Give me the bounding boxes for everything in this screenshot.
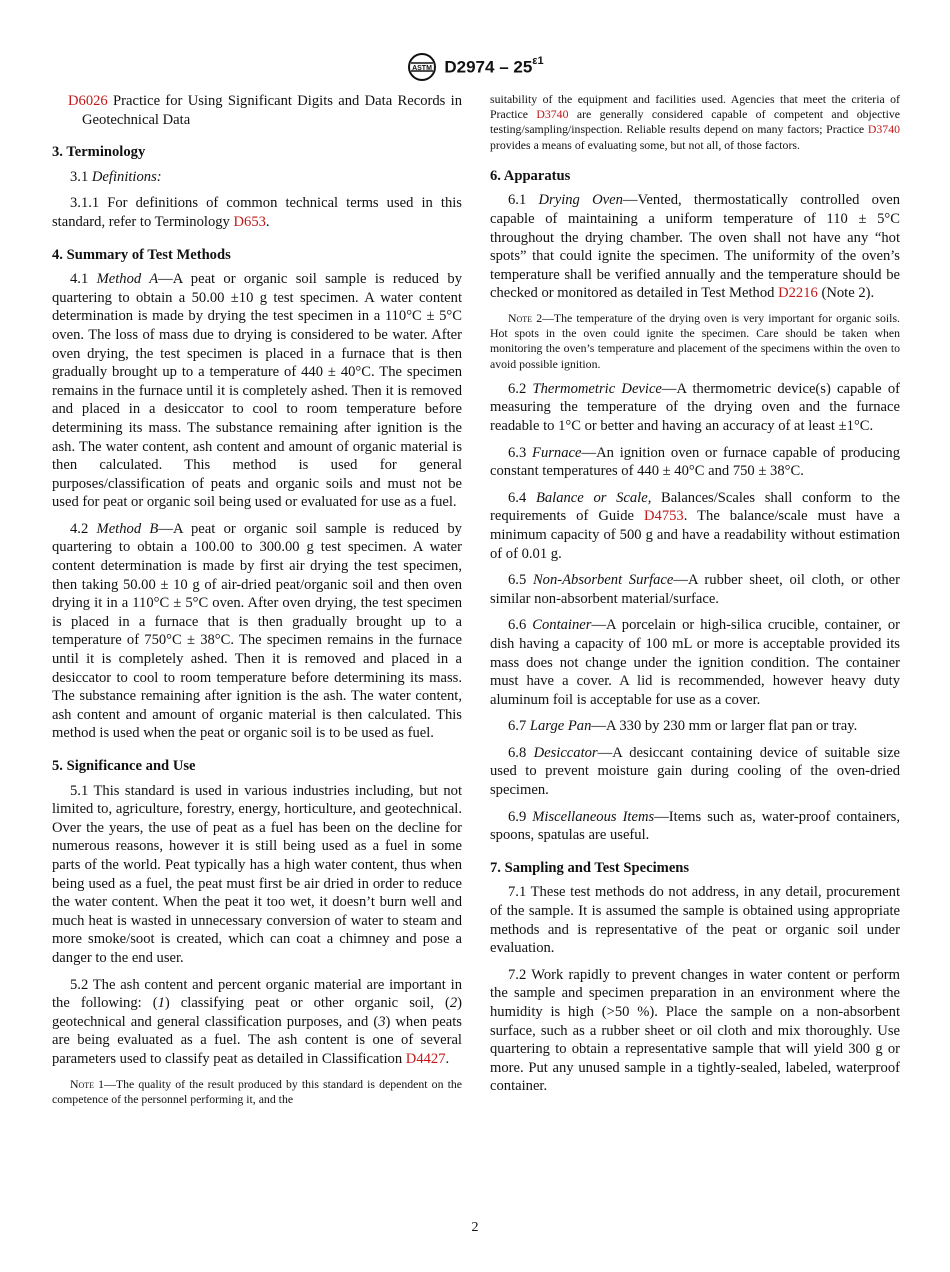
link-d653[interactable]: D653 xyxy=(233,213,266,230)
link-d4753[interactable]: D4753 xyxy=(644,508,684,525)
section-4-2: 4.2 Method B—A peat or organic soil sample is reduced by quartering to obtain a 100.00 to 300.00 g test specimen. A water content determination is made by first air drying the test specimen, then taking 50.00 ± 10 g of air-dried peat/organic soil and then oven drying it in a 110°C ± 5°C oven. After oven drying, the test specimen is placed in a furnace that is then gradually brought up to a temperature of 750°C ± 38°C. The specimen remains in the furnace until it is completely ashed. Then it is removed and placed in a desiccator to cool to room temperature before determining its mass. The substance remaining after ignition is the ash. The water content, ash content and amount of organic material is then calculated. This method is used when the peat or organic soil is to be used as fuel. xyxy=(52,520,462,742)
document-id: $D2974 - 25^{\varepsilon 1}$ xyxy=(444,54,544,77)
note-2: Note 2—The temperature of the drying oven is very important for organic soils. Hot spots in the oven could ignite the specimen. Care should be taken when monitoring the oven’s temperature and placement of the specimens within the oven to avoid possible ignition. xyxy=(490,310,900,371)
section-6-9: 6.9 Miscellaneous Items—Items such as, water-proof containers, spoons, spatulas are useful. xyxy=(490,808,901,844)
section-3-1-1: 3.1.1 For definitions of common technical terms used in this standard, refer to Terminology D653. xyxy=(52,195,462,230)
section-6-2: 6.2 Thermometric Device—A thermometric device(s) capable of measuring the temperature of the drying oven and the furnace readable to 1°C or better and having an accuracy of at least ±1°C. xyxy=(490,380,901,434)
section-5-1: 5.1 This standard is used in various industries including, but not limited to, agriculture, forestry, energy, horticulture, and geotechnical. Over the years, the use of peat as a fuel has been on the decline for numerous reasons, however it is still being used as a fuel in some parts of the world. Peat typically has a high water content, thus when being used as a fuel, the peat must first be air dried in order to reduce the water content. When the peat it too wet, it doesn’t burn well and much heat is wasted in unnecessary conversion of water to steam and more smoke/soot is created, which can coat a chimney and pose a danger to the end user. xyxy=(52,782,462,966)
link-d4427[interactable]: D4427 xyxy=(405,1050,446,1067)
section-6-7: 6.7 Large Pan—A 330 by 230 mm or larger flat pan or tray. xyxy=(508,718,858,735)
section-7-2: 7.2 Work rapidly to prevent changes in water content or perform the sample and specimen preparation in an environment where the humidity is high (>50 %). Place the sample on a non-absorbent surface, such as a rubber sheet or oil cloth and mix thoroughly. Use quartering to obtain a representative sample that will yield 300 g or more. Put any unused sample in a tightly-sealed, labeled, waterproof container. xyxy=(490,966,900,1095)
astm-logo-text: ASTM xyxy=(412,65,433,72)
section-3-1: 3.1 Definitions: xyxy=(70,168,162,185)
section-5-heading: 5. Significance and Use xyxy=(52,758,196,774)
note-1: Note 1—The quality of the result produced by this standard is dependent on the competence of the personnel performing it, and the xyxy=(52,1076,462,1106)
left-column xyxy=(52,92,462,1115)
section-6-3: 6.3 Furnace—An ignition oven or furnace capable of producing constant temperatures of 440 ± 40°C and 750 ± 38°C. xyxy=(490,444,900,480)
page-number: 2 xyxy=(471,1220,479,1235)
section-5-2: 5.2 The ash content and percent organic material are important in the following: (1) classifying peat or other organic soil, (2) geotechnical and general classification purposes, and (3) when peats are being evaluated as a fuel. The ash content is one of several parameters used to classify peat as detailed in Classification D4427. xyxy=(52,976,462,1067)
link-d3740-b[interactable]: D3740 xyxy=(867,122,900,137)
link-d2216[interactable]: D2216 xyxy=(778,285,818,302)
section-6-1: 6.1 Drying Oven—Vented, thermostatically controlled oven capable of maintaining a uniform temperature of 110 ± 5°C throughout the drying chamber. The oven shall not have any “hot spots” that could ignite the specimen. The uniformity of the oven’s temperature shall be verified annually and the temperature should be checked or monitored as detailed in Test Method D2216 (Note 2). xyxy=(490,192,900,302)
page-header xyxy=(0,52,950,82)
reference-d6026: D6026 Practice for Using Significant Digits and Data Records in Geotechnical Data xyxy=(68,93,462,128)
section-4-1: 4.1 Method A—A peat or organic soil sample is reduced by quartering to obtain a 50.00 ±10 g test specimen. A water content determination is made by drying the test specimen in a 110°C ± 5°C oven. The loss of mass due to drying is considered to be water. After oven drying, the test specimen is placed in a furnace that is then gradually brought up to a temperature of 440 ± 40°C. The specimen remains in the furnace until it is completely ashed. Then it is removed and placed in a desiccator to cool to room temperature before determining its mass. The substance remaining after ignition is the ash. The water content, ash content and amount of organic material is then calculated. This method is used for general purposes/classification of peats and organic soils and must not be used for peat or organic soil being used or evaluated for use as a fuel. xyxy=(52,271,462,511)
astm-logo xyxy=(406,52,438,82)
link-d6026[interactable]: D6026 xyxy=(68,93,108,109)
section-7-heading: 7. Sampling and Test Specimens xyxy=(490,859,690,876)
section-7-1: 7.1 These test methods do not address, in any detail, procurement of the sample. It is assumed the sample is obtained using appropriate methods and is representative of the peat or organic soil under evaluation. xyxy=(490,884,900,957)
section-6-6: 6.6 Container—A porcelain or high-silica crucible, container, or dish having a capacity of 100 mL or more is acceptable provided its mass does not change under the ignition condition. The container must have a cover. A lid is recommended, however heavy duty aluminum foil is acceptable for use as a cover. xyxy=(490,617,900,708)
section-3-heading: 3. Terminology xyxy=(52,144,146,161)
note-1-continued: suitability of the equipment and facilities used. Agencies that meet the criteria of Practice D3740 are generally considered capable of competent and objective testing/sampling/inspection. Reliable results depend on many factors; Practice D3740 provides a means of evaluating some, but not all, of those factors. xyxy=(490,92,900,152)
right-column xyxy=(490,92,900,1104)
link-d3740-a[interactable]: D3740 xyxy=(536,107,569,122)
section-6-8: 6.8 Desiccator—A desiccant containing device of suitable size used to prevent moisture gain during cooling of the oven-dried specimen. xyxy=(490,744,901,799)
section-6-heading: 6. Apparatus xyxy=(490,167,571,184)
section-4-heading: 4. Summary of Test Methods xyxy=(52,246,231,263)
section-6-5: 6.5 Non-Absorbent Surface—A rubber sheet, oil cloth, or other similar non-absorbent material/surface. xyxy=(490,572,900,607)
section-6-4: 6.4 Balance or Scale, Balances/Scales shall conform to the requirements of Guide D4753. The balance/scale must have a minimum capacity of 500 g and have a readability without estimation of of 0.01 g. xyxy=(490,489,901,562)
